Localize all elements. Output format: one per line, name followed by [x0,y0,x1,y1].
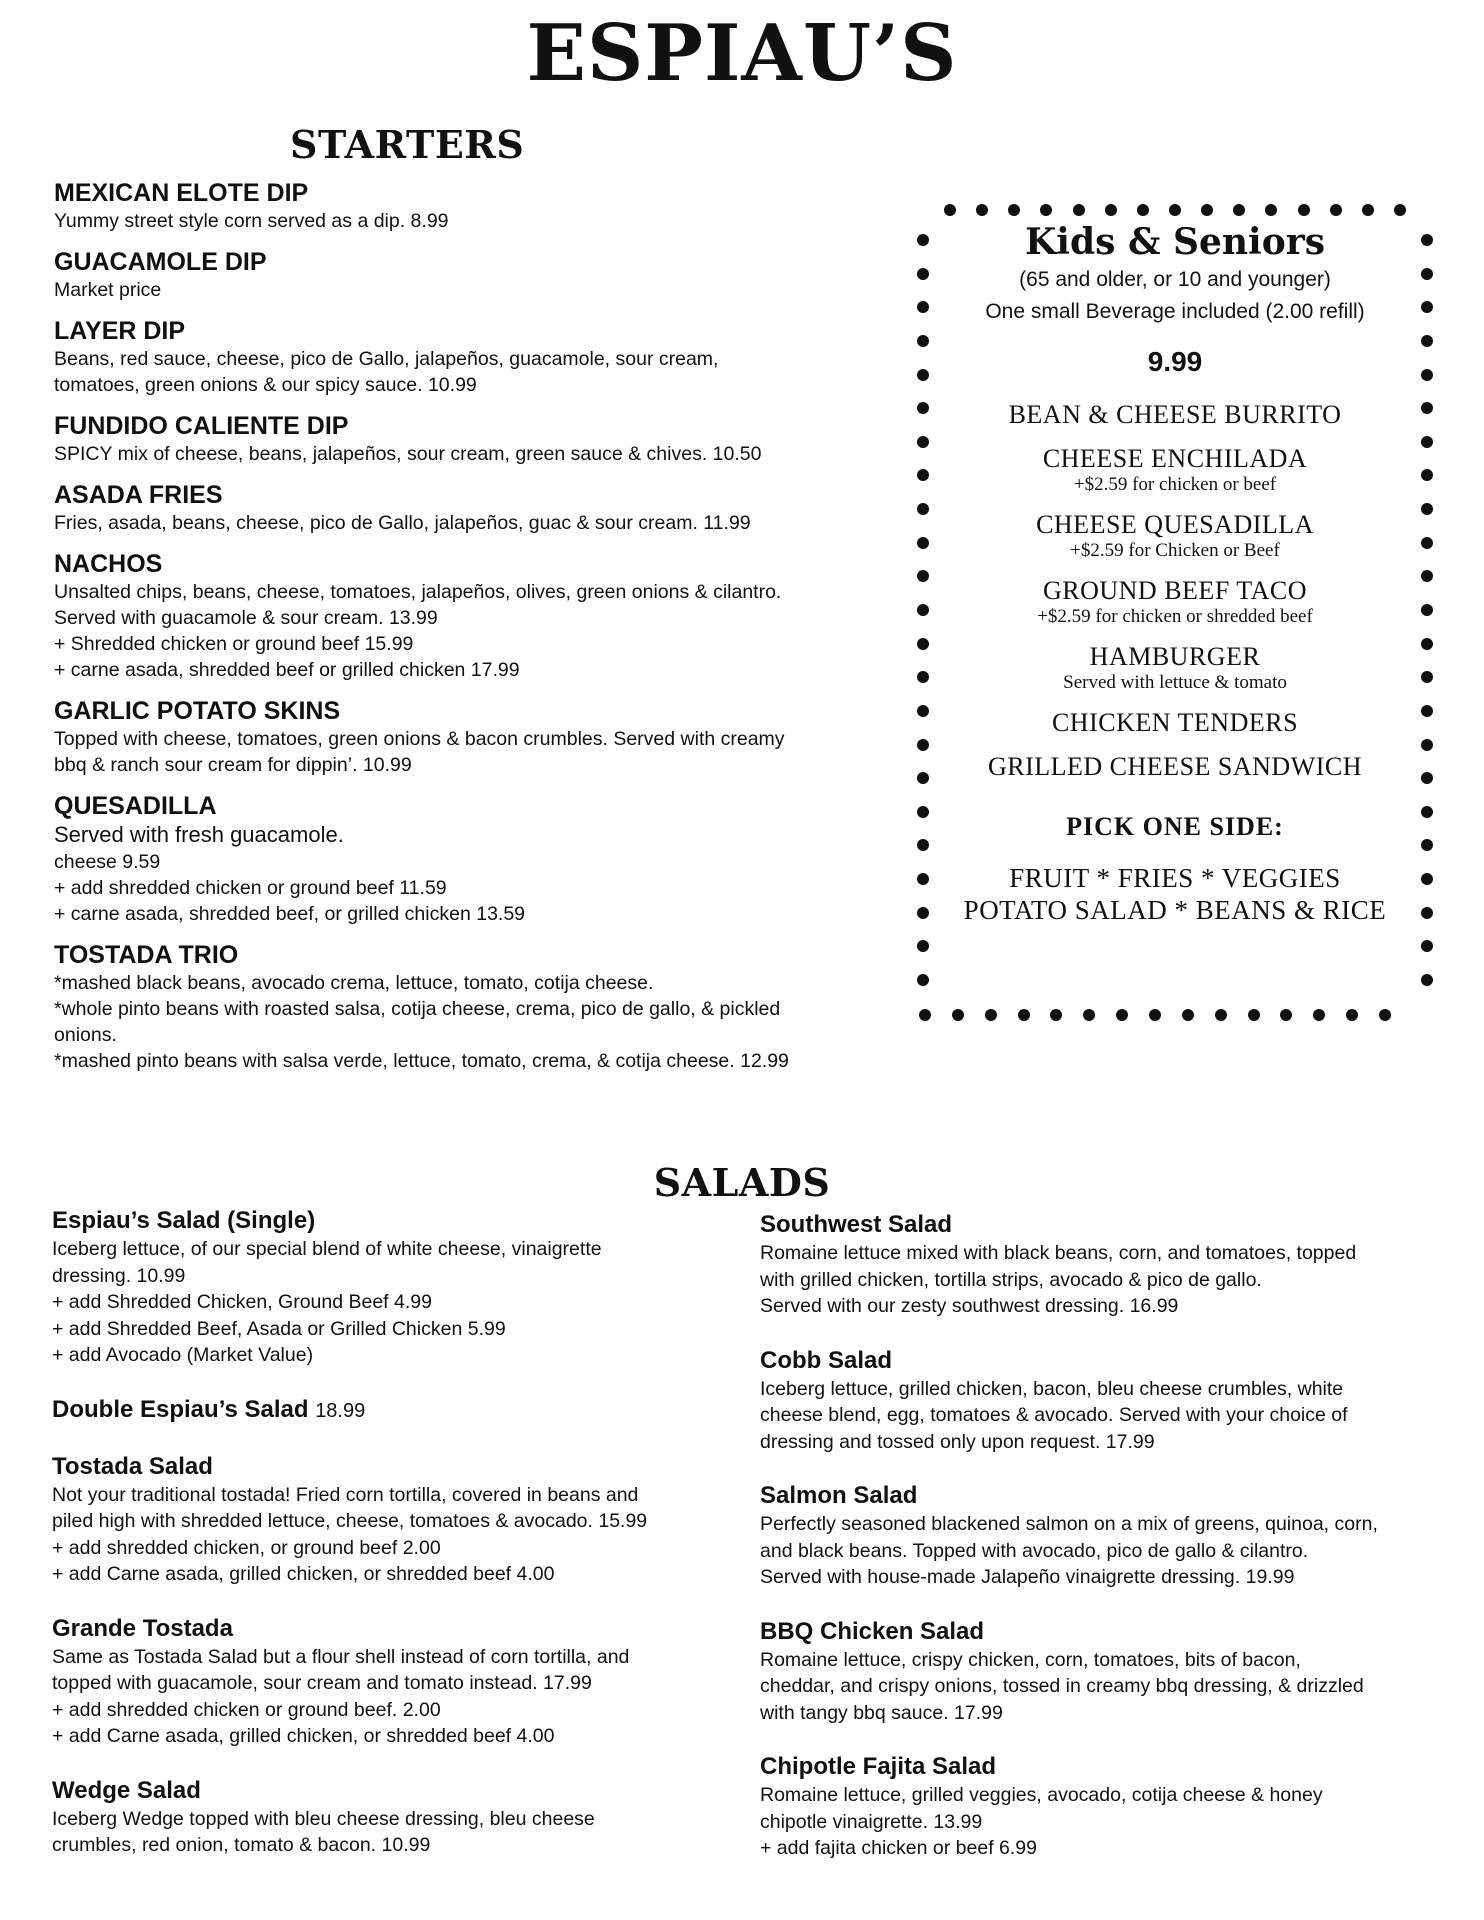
border-dot [1313,1009,1325,1021]
border-dot [1201,204,1213,216]
border-dot [1215,1009,1227,1021]
starter-name: FUNDIDO CALIENTE DIP [54,412,349,440]
salad-name-text: Espiau’s Salad (Single) [52,1207,316,1234]
salad-name [52,1206,742,1236]
border-dot [1330,204,1342,216]
starter-item [54,696,894,778]
kids-item-name: CHICKEN TENDERS [1051,708,1299,737]
salad-description: Perfectly seasoned blackened salmon on a mix of greens, quinoa, corn, [760,1513,1378,1535]
kids-item-note: +$2.59 for chicken or beef [1073,474,1277,495]
border-dot [1050,1009,1062,1021]
border-dot [1346,1009,1358,1021]
kids-item-name: CHEESE ENCHILADA [1042,444,1308,473]
starter-item [54,411,894,467]
salad-name [52,1452,742,1482]
starter-description: + Shredded chicken or ground beef 15.99 [54,633,414,655]
starter-description: Topped with cheese, tomatoes, green onions & bacon crumbles. Served with creamy [54,728,785,750]
kids-item-name: GRILLED CHEESE SANDWICH [987,752,1363,781]
salad-price: 18.99 [315,1399,366,1422]
starter-description: Market price [54,279,162,301]
border-dot [976,204,988,216]
starter-item [54,480,894,536]
salad-description: chipotle vinaigrette. 13.99 [760,1810,983,1833]
salad-description: + add fajita chicken or beef 6.99 [760,1837,1037,1859]
salad-item [760,1481,1450,1591]
kids-side-title: PICK ONE SIDE: [1066,812,1284,841]
starter-description: *mashed black beans, avocado crema, lettuce, tomato, cotija cheese. [54,972,654,994]
salad-description: with tangy bbq sauce. 17.99 [760,1701,1003,1724]
border-dot [1018,1009,1030,1021]
kids-item [915,576,1435,628]
salad-description: topped with guacamole, sour cream and tomato instead. 17.99 [52,1672,592,1694]
salad-name [760,1210,1450,1240]
salad-item [760,1346,1450,1456]
border-dot [1105,204,1117,216]
salad-item [760,1210,1450,1320]
starter-description: Fries, asada, beans, cheese, pico de Gallo, jalapeños, guac & sour cream. 11.99 [54,512,751,534]
starter-name: LAYER DIP [54,317,186,345]
salad-item [52,1452,742,1588]
salad-name-text: Grande Tostada [52,1614,233,1642]
salad-item [52,1395,742,1426]
starter-description: SPICY mix of cheese, beans, jalapeños, sour cream, green sauce & chives. 10.50 [54,443,762,465]
border-dot [952,1009,964,1021]
border-dot [917,974,929,986]
kids-item-name: BEAN & CHEESE BURRITO [1008,400,1342,429]
salad-name [760,1346,1450,1376]
starter-description: cheese 9.59 [54,851,161,873]
starter-name: GUACAMOLE DIP [54,248,267,276]
salad-name-text: BBQ Chicken Salad [760,1617,985,1645]
salad-description: dressing. 10.99 [52,1264,186,1287]
salad-name-text: Salmon Salad [760,1482,918,1509]
salads-right-column [760,1210,1450,1888]
starter-description: *whole pinto beans with roasted salsa, cotija cheese, crema, pico de gallo, & pickled [54,998,781,1020]
starter-item [54,940,894,1074]
border-dot [1421,940,1433,952]
border-dot [1280,1009,1292,1021]
salad-description: Not your traditional tostada! Fried corn tortilla, covered in beans and [52,1483,639,1506]
salad-description: Served with our zesty southwest dressing. 16.99 [760,1295,1179,1317]
salad-name [760,1617,1450,1647]
salad-description: + add Shredded Beef, Asada or Grilled Chicken 5.99 [52,1317,506,1340]
starter-item [54,316,894,398]
border-dot [1008,204,1020,216]
starter-item [54,247,894,303]
salad-description: + add Shredded Chicken, Ground Beef 4.99 [52,1291,432,1313]
kids-price: 9.99 [1147,346,1203,377]
starter-description: Beans, red sauce, cheese, pico de Gallo, jalapeños, guacamole, sour cream, [54,348,719,370]
salad-name-text: Tostada Salad [52,1452,213,1480]
salad-name [760,1481,1450,1511]
starter-name: QUESADILLA [54,792,217,820]
kids-item-name: HAMBURGER [1089,642,1261,671]
border-dot [1233,204,1245,216]
salads-left-column [52,1206,742,1885]
starter-name: GARLIC POTATO SKINS [54,697,341,725]
starter-name: TOSTADA TRIO [54,941,239,969]
kids-title: Kids & Seniors [1025,221,1325,263]
salad-description: Iceberg lettuce, grilled chicken, bacon, bleu cheese crumbles, white [760,1377,1344,1400]
starter-description: + add shredded chicken or ground beef 11.59 [54,877,447,899]
salad-item [52,1776,742,1859]
starter-name: MEXICAN ELOTE DIP [54,179,309,207]
salad-description: + add shredded chicken or ground beef. 2.00 [52,1698,441,1721]
salad-description: cheese blend, egg, tomatoes & avocado. Served with your choice of [760,1404,1348,1426]
salad-description: and black beans. Topped with avocado, pico de gallo & cilantro. [760,1539,1309,1562]
salad-description: + add shredded chicken, or ground beef 2.00 [52,1536,441,1559]
salad-name [52,1395,742,1426]
border-dot [1248,1009,1260,1021]
salad-name-text: Double Espiau’s Salad [52,1395,309,1423]
border-dot [1073,204,1085,216]
salad-description: Iceberg lettuce, of our special blend of white cheese, vinaigrette [52,1238,602,1260]
salad-description: Romaine lettuce mixed with black beans, corn, and tomatoes, topped [760,1242,1357,1264]
salad-description: Same as Tostada Salad but a flour shell instead of corn tortilla, and [52,1645,630,1668]
border-dot [1149,1009,1161,1021]
starter-description: *mashed pinto beans with salsa verde, lettuce, tomato, crema, & cotija cheese. 12.99 [54,1050,789,1072]
salad-name-text: Chipotle Fajita Salad [760,1753,997,1780]
salad-item [52,1614,742,1750]
starter-item [54,178,894,234]
starters-heading: STARTERS [290,122,525,167]
kids-item [915,400,1435,430]
starters-list [54,178,894,1087]
border-dot [1265,204,1277,216]
salad-description: crumbles, red onion, tomato & bacon. 10.99 [52,1834,431,1856]
border-dot [944,204,956,216]
salad-description: Romaine lettuce, grilled veggies, avocado, cotija cheese & honey [760,1784,1323,1806]
border-dot [1362,204,1374,216]
border-dot [1379,1009,1391,1021]
salad-description: Iceberg Wedge topped with bleu cheese dressing, bleu cheese [52,1807,595,1830]
salad-name-text: Cobb Salad [760,1346,893,1374]
starter-item [54,791,894,927]
starter-description: + carne asada, shredded beef or grilled chicken 17.99 [54,659,520,681]
kids-item [915,752,1435,782]
kids-seniors-box [915,200,1435,1020]
salad-description: + add Carne asada, grilled chicken, or shredded beef 4.00 [52,1725,555,1747]
kids-beverage-note: One small Beverage included (2.00 refill) [985,300,1365,323]
border-dot [985,1009,997,1021]
salad-description: piled high with shredded lettuce, cheese, tomatoes & avocado. 15.99 [52,1510,648,1532]
border-dot [1421,974,1433,986]
starter-description: tomatoes, green onions & our spicy sauce. 10.99 [54,374,477,396]
starter-description: bbq & ranch sour cream for dippin’. 10.99 [54,754,412,776]
border-dot [1169,204,1181,216]
starter-description: Served with guacamole & sour cream. 13.99 [54,607,438,629]
border-dot [1116,1009,1128,1021]
kids-item-name: GROUND BEEF TACO [1042,576,1307,605]
border-dot [1298,204,1310,216]
restaurant-name: ESPIAU’S [526,8,958,99]
border-dot [1040,204,1052,216]
salad-description: + add Carne asada, grilled chicken, or shredded beef 4.00 [52,1563,555,1585]
kids-item [915,510,1435,562]
starter-description: Yummy street style corn served as a dip. 8.99 [54,210,449,232]
starter-name: NACHOS [54,550,163,578]
starter-item [54,549,894,683]
salads-heading: SALADS [653,1160,831,1205]
salad-description: Served with house-made Jalapeño vinaigrette dressing. 19.99 [760,1566,1295,1588]
starter-name: ASADA FRIES [54,481,223,509]
salad-item [52,1206,742,1369]
kids-item [915,642,1435,694]
kids-item-list [915,400,1435,782]
salad-description: Romaine lettuce, crispy chicken, corn, tomatoes, bits of bacon, [760,1648,1301,1671]
salad-name [52,1614,742,1644]
salad-name [760,1752,1450,1782]
kids-item-note: Served with lettuce & tomato [1063,672,1287,693]
salad-description: dressing and tossed only upon request. 17.99 [760,1430,1155,1453]
border-dot [917,940,929,952]
starter-description: onions. [54,1024,117,1046]
salad-description: + add Avocado (Market Value) [52,1344,314,1366]
border-dot [919,1009,931,1021]
salad-description: cheddar, and crispy onions, tossed in creamy bbq dressing, & drizzled [760,1675,1364,1697]
salad-item [760,1752,1450,1862]
kids-age-note: (65 and older, or 10 and younger) [1019,268,1331,291]
starter-description: Unsalted chips, beans, cheese, tomatoes, jalapeños, olives, green onions & cilantro. [54,581,782,603]
salad-name-text: Southwest Salad [760,1211,953,1238]
border-dot [1083,1009,1095,1021]
kids-item-note: +$2.59 for chicken or shredded beef [1037,606,1313,627]
kids-side-options-2: POTATO SALAD * BEANS & RICE [963,895,1387,925]
border-dot [1394,204,1406,216]
salad-item [760,1617,1450,1727]
salad-name [52,1776,742,1806]
starter-description: + carne asada, shredded beef, or grilled chicken 13.59 [54,903,526,925]
kids-item [915,444,1435,496]
kids-item-note: +$2.59 for Chicken or Beef [1070,540,1280,561]
kids-item-name: CHEESE QUESADILLA [1036,510,1314,539]
border-dot [1182,1009,1194,1021]
starter-lead: Served with fresh guacamole. [54,822,344,847]
salad-name-text: Wedge Salad [52,1776,201,1804]
kids-item [915,708,1435,738]
kids-side-options-1: FRUIT * FRIES * VEGGIES [1009,863,1341,893]
border-dot [1137,204,1149,216]
salad-description: with grilled chicken, tortilla strips, avocado & pico de gallo. [760,1268,1262,1291]
